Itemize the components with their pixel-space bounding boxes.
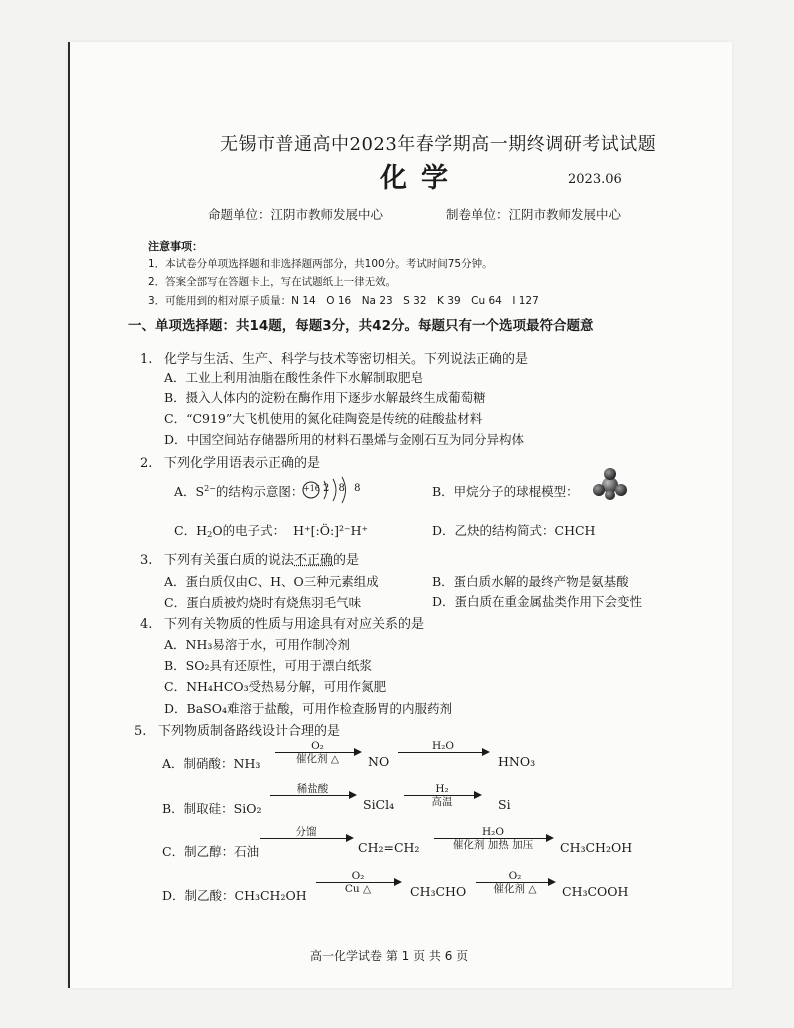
reaction-arrow xyxy=(476,870,554,895)
arrow-condition-top: H₂O xyxy=(482,826,504,838)
exam-title: 无锡市普通高中2023年春学期高一期终调研考试试题 xyxy=(220,134,657,155)
reaction-arrow xyxy=(260,826,352,851)
option-text: 的结构示意图： xyxy=(215,484,304,499)
question-5 xyxy=(134,720,340,739)
arrow-condition-top: 稀盐酸 xyxy=(296,783,329,795)
question-stem: 下列化学用语表示正确的是 xyxy=(164,456,321,471)
option-d: D．BaSO₄难溶于盐酸，可用作检查肠胃的内服药剂 xyxy=(164,701,452,716)
question-number: 2. xyxy=(140,456,153,471)
question-number: 5. xyxy=(134,724,147,739)
option-b: B．蛋白质水解的最终产物是氨基酸 xyxy=(432,574,629,589)
arrow-line xyxy=(316,882,400,883)
arrow-condition-bottom: Cu △ xyxy=(344,883,372,895)
option-c: C．蛋白质被灼烧时有烧焦羽毛气味 xyxy=(164,595,362,610)
arrow-condition-bottom: 催化剂 加热 加压 xyxy=(452,839,534,851)
question-number: 4. xyxy=(140,617,153,632)
option-a: A．工业上利用油脂在酸性条件下水解制取肥皂 xyxy=(164,370,424,385)
option-b: B．甲烷分子的球棍模型： xyxy=(432,484,579,499)
arrow-line xyxy=(434,838,552,839)
option-b: B．制取硅：SiO₂ xyxy=(162,801,262,816)
arrow-condition-bottom: 催化剂 △ xyxy=(296,753,339,765)
page-footer: 高一化学试卷 第 1 页 共 6 页 xyxy=(310,949,469,963)
final-product: CH₃COOH xyxy=(562,884,629,899)
arrow-condition-top: O₂ xyxy=(311,740,324,752)
production-unit: 制卷单位：江阴市教师发展中心 xyxy=(446,207,622,222)
arrow-condition-top: 分馏 xyxy=(295,826,317,838)
arrow-line xyxy=(260,838,352,839)
option-text: C．H xyxy=(174,523,207,538)
question-stem: 下列物质制备路线设计合理的是 xyxy=(158,724,341,739)
emphasis-text: 不正确 xyxy=(294,553,334,568)
reaction-arrow xyxy=(275,740,360,765)
final-product: HNO₃ xyxy=(498,754,536,769)
subscript: 2 xyxy=(206,530,213,540)
arrow-condition-bottom: 催化剂 △ xyxy=(493,883,537,895)
electron-shells: 2 8 8 xyxy=(323,483,364,494)
arrow-line xyxy=(404,795,480,796)
author-unit: 命题单位：江阴市教师发展中心 xyxy=(208,207,384,222)
reaction-arrow xyxy=(270,783,355,808)
methane-ball-stick-model xyxy=(590,468,630,502)
arrow-line xyxy=(476,882,554,883)
question-stem: 的是 xyxy=(333,553,360,568)
option-a xyxy=(174,482,303,500)
option-a: A．制硝酸：NH₃ xyxy=(162,756,261,771)
option-d: D．中国空间站存储器所用的材料石墨烯与金刚石互为同分异构体 xyxy=(164,432,525,447)
atom-structure-diagram xyxy=(302,475,362,505)
question-4 xyxy=(140,613,424,632)
question-number: 3. xyxy=(140,553,153,568)
question-1 xyxy=(140,348,528,367)
option-c xyxy=(174,521,368,540)
notes-heading: 注意事项： xyxy=(148,240,203,253)
question-stem: 下列有关物质的性质与用途具有对应关系的是 xyxy=(164,617,425,632)
nucleus-charge: +16 xyxy=(303,484,320,493)
section-heading: 一、单项选择题：共14题，每题3分，共42分。每题只有一个选项最符合题意 xyxy=(128,318,594,334)
superscript: 2− xyxy=(204,484,216,493)
intermediate-product: CH₂=CH₂ xyxy=(358,840,420,855)
arrow-condition-top: O₂ xyxy=(508,870,522,882)
final-product: CH₃CH₂OH xyxy=(560,840,633,855)
final-product: Si xyxy=(498,797,511,812)
question-stem: 化学与生活、生产、科学与技术等密切相关。下列说法正确的是 xyxy=(164,352,529,367)
note-item: 3．可能用到的相对原子质量：N 14 O 16 Na 23 S 32 K 39 Cu 64 I 127 xyxy=(148,295,539,307)
reaction-arrow xyxy=(404,783,480,808)
option-text: O的电子式： xyxy=(212,523,286,538)
reaction-arrow xyxy=(434,826,552,851)
arrow-condition-bottom: 高温 xyxy=(431,796,453,808)
question-number: 1. xyxy=(140,352,153,367)
arrow-condition-top: H₂O xyxy=(432,740,454,752)
reaction-arrow xyxy=(398,740,488,765)
exam-page xyxy=(68,42,732,988)
option-c: C．“C919”大飞机使用的氮化硅陶瓷是传统的硅酸盐材料 xyxy=(164,411,483,426)
subject-title: 化学 xyxy=(380,163,462,194)
option-d: D．蛋白质在重金属盐类作用下会变性 xyxy=(432,594,643,609)
reaction-arrow xyxy=(316,870,400,895)
intermediate-product: CH₃CHO xyxy=(410,884,467,899)
option-b: B．SO₂具有还原性，可用于漂白纸浆 xyxy=(164,658,373,673)
arrow-line xyxy=(398,752,488,753)
question-3 xyxy=(140,549,359,568)
note-item: 2．答案全部写在答题卡上，写在试题纸上一律无效。 xyxy=(148,276,397,288)
arrow-condition-top: H₂ xyxy=(435,783,449,795)
option-c: C．制乙醇：石油 xyxy=(162,844,260,859)
arrow-condition-top: O₂ xyxy=(351,870,365,882)
intermediate-product: NO xyxy=(368,754,390,769)
question-stem: 下列有关蛋白质的说法 xyxy=(164,553,295,568)
question-2 xyxy=(140,452,320,471)
option-a: A．NH₃易溶于水，可用作制冷剂 xyxy=(164,637,350,652)
option-c: C．NH₄HCO₃受热易分解，可用作氮肥 xyxy=(164,679,387,694)
intermediate-product: SiCl₄ xyxy=(363,797,395,812)
electron-formula: H⁺[:Ö:]²⁻H⁺ xyxy=(293,523,369,538)
arrow-line xyxy=(270,795,355,796)
note-item: 1．本试卷分单项选择题和非选择题两部分，共100分。考试时间75分钟。 xyxy=(148,258,493,270)
arrow-line xyxy=(275,752,360,753)
option-d: D．乙炔的结构简式：CHCH xyxy=(432,523,596,538)
methane-model-svg xyxy=(590,468,630,502)
option-d: D．制乙酸：CH₃CH₂OH xyxy=(162,888,307,903)
option-text: A．S xyxy=(174,484,205,499)
exam-date: 2023.06 xyxy=(568,172,622,187)
option-a: A．蛋白质仅由C、H、O三种元素组成 xyxy=(164,574,379,589)
option-b: B．摄入人体内的淀粉在酶作用下逐步水解最终生成葡萄糖 xyxy=(164,390,486,405)
